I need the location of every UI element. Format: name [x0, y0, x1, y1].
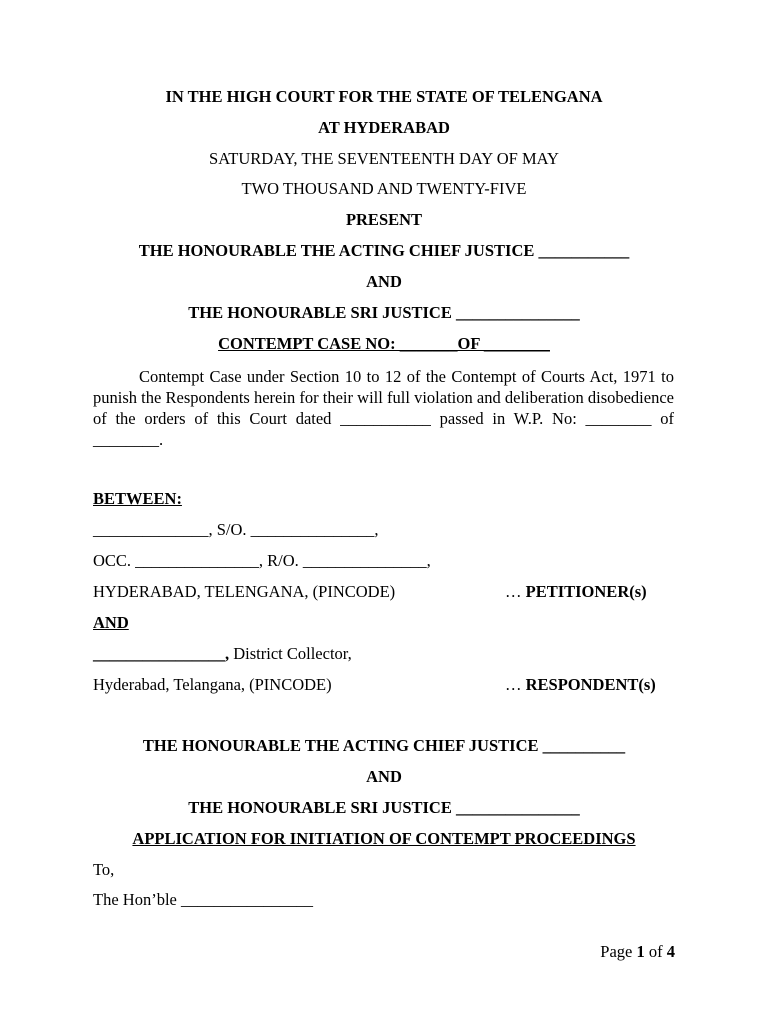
respondent-ellipsis: …: [505, 675, 526, 694]
page-of: of: [644, 942, 667, 961]
date-line-2: TWO THOUSAND AND TWENTY-FIVE: [241, 179, 527, 198]
page-total: 4: [666, 942, 675, 961]
and-conjunction-1: AND: [366, 272, 402, 291]
bench-judge-1: THE HONOURABLE THE ACTING CHIEF JUSTICE __________: [142, 736, 626, 755]
respondent-designation: District Collector,: [229, 644, 352, 663]
judge-2: THE HONOURABLE SRI JUSTICE _______________: [188, 303, 580, 322]
salutation-to: To,: [93, 860, 115, 879]
petitioner-line-1: ______________, S/O. _______________,: [93, 520, 379, 539]
judge-1: THE HONOURABLE THE ACTING CHIEF JUSTICE ___________: [138, 241, 630, 260]
page-number: [560, 942, 675, 962]
page-label: Page: [600, 942, 637, 961]
petitioner-line-3: HYDERABAD, TELENGANA, (PINCODE): [93, 582, 396, 601]
court-title: IN THE HIGH COURT FOR THE STATE OF TELENGANA: [165, 87, 603, 106]
present-heading: PRESENT: [345, 210, 423, 229]
respondent-line-1: [93, 644, 352, 664]
date-line-1: SATURDAY, THE SEVENTEENTH DAY OF MAY: [209, 149, 559, 168]
petitioner-ellipsis: …: [505, 582, 526, 601]
and-heading: AND: [93, 613, 129, 632]
respondent-role-label: RESPONDENT(s): [525, 675, 656, 694]
respondent-blank: ________________,: [93, 644, 230, 663]
between-heading: BETWEEN:: [93, 489, 182, 508]
respondent-line-2: Hyderabad, Telangana, (PINCODE): [93, 675, 332, 694]
court-location: AT HYDERABAD: [318, 118, 450, 137]
petitioner-line-2: OCC. _______________, R/O. _______________,: [93, 551, 431, 570]
addressee: The Hon’ble ________________: [93, 890, 313, 909]
page-current: 1: [636, 942, 645, 961]
case-description: Contempt Case under Section 10 to 12 of the Contempt of Courts Act, 1971 to punish the Respondents herein for their will full violation and deliberation disobedience of the orders of this Court dated ___________ passed in W.P. No: ________ of ________.: [93, 367, 674, 449]
petitioner-role: [505, 582, 647, 602]
application-title: APPLICATION FOR INITIATION OF CONTEMPT PROCEEDINGS: [132, 829, 636, 848]
case-number: CONTEMPT CASE NO: _______OF ________: [218, 334, 550, 353]
bench-judge-2: THE HONOURABLE SRI JUSTICE _______________: [188, 798, 580, 817]
petitioner-role-label: PETITIONER(s): [525, 582, 647, 601]
bench-and: AND: [366, 767, 402, 786]
respondent-role: [505, 675, 656, 695]
